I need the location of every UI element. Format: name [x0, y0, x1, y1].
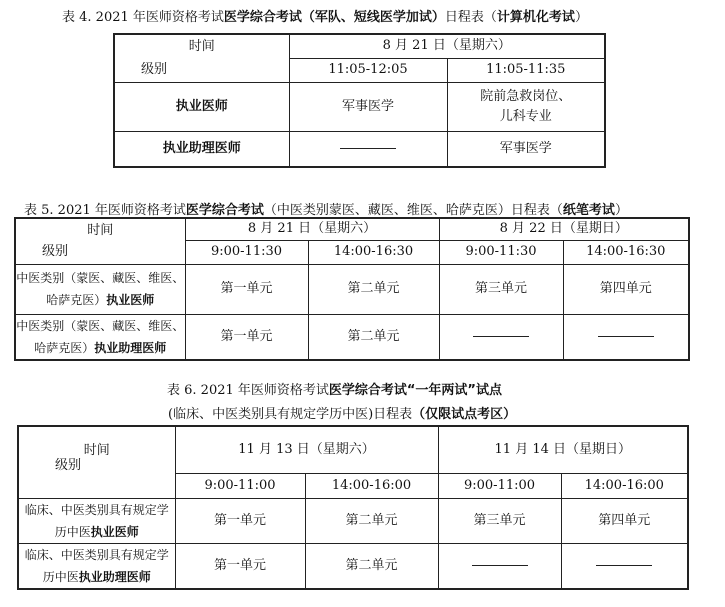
table6-time: 9:00-11:00: [438, 473, 561, 498]
table6-cell: 第三单元: [438, 498, 561, 543]
corner-level-label: 级别: [55, 457, 82, 473]
table5-cell-empty: [563, 314, 689, 360]
table5-title-prefix: 表 5. 2021 年医师资格考试: [24, 203, 186, 218]
row-label-text: 哈萨克医）: [46, 293, 107, 307]
table6-cell-empty: [561, 543, 688, 589]
table5-corner: [15, 218, 185, 264]
dash-mark: [596, 565, 652, 566]
table4-corner: [114, 34, 289, 82]
table5-time: 14:00-16:30: [563, 240, 689, 264]
table6-cell: 第一单元: [175, 498, 305, 543]
table6-title-line2: [168, 403, 516, 422]
table4-cell: 院前急救岗位、 儿科专业: [447, 82, 605, 131]
table5-date: 8 月 21 日（星期六）: [185, 218, 439, 240]
table5-cell: 第二单元: [308, 314, 439, 360]
corner-time-label: 时间: [83, 443, 110, 458]
table4-time: 11:05-11:35: [447, 58, 605, 82]
table4-title-bold: 医学综合考试（军队、短线医学加试）: [223, 10, 445, 25]
table6-title-line1: [167, 379, 502, 398]
table5-row-label: [15, 314, 185, 360]
table4-title-mid: 日程表（: [444, 10, 497, 25]
table5-title-end: ）: [614, 203, 628, 218]
corner-time-label: 时间: [87, 223, 114, 238]
row-label-text: 历中医: [42, 569, 79, 584]
table5-cell: 第一单元: [185, 264, 308, 314]
table4-title-prefix: 表 4. 2021 年医师资格考试: [62, 10, 224, 25]
dash-mark: [473, 336, 529, 337]
dash-mark: [340, 148, 396, 149]
table5-cell: 第二单元: [308, 264, 439, 314]
table4-cell: 军事医学: [289, 82, 447, 131]
table4-cell-empty: [289, 131, 447, 167]
table5-title-mode: 纸笔考试: [562, 203, 615, 218]
table6-time: 14:00-16:00: [305, 473, 438, 498]
table5: [14, 217, 690, 361]
table5-time: 14:00-16:30: [308, 240, 439, 264]
table6-row-label: [18, 543, 175, 589]
table5-time: 9:00-11:30: [439, 240, 563, 264]
table4-cell: 军事医学: [447, 131, 605, 167]
table6: [17, 425, 689, 590]
row-label-text: 临床、中医类别具有规定学: [24, 502, 169, 517]
table4: [113, 33, 606, 168]
row-label-level: 执业助理医师: [94, 340, 167, 355]
table4-title-end: ）: [574, 10, 588, 25]
table6-corner: [18, 426, 175, 498]
table6-title-prefix: 表 6. 2021 年医师资格考试: [167, 383, 329, 398]
corner-time-label: 时间: [188, 39, 215, 54]
row-label-text: 临床、中医类别具有规定学: [24, 547, 169, 562]
table4-date: 8 月 21 日（星期六）: [289, 34, 605, 58]
table5-cell: 第四单元: [563, 264, 689, 314]
table5-row-label: [15, 264, 185, 314]
table6-title-bold: 医学综合考试“一年两试”试点: [328, 383, 502, 398]
table6-date: 11 月 14 日（星期日）: [438, 426, 688, 473]
table5-title-bold: 医学综合考试: [185, 203, 264, 218]
table5-time: 9:00-11:30: [185, 240, 308, 264]
dash-mark: [472, 565, 528, 566]
table4-title-mode: 计算机化考试: [496, 10, 575, 25]
table5-title-mid: （中医类别蒙医、藏医、维医、哈萨克医）日程表（: [263, 203, 563, 218]
table4-time: 11:05-12:05: [289, 58, 447, 82]
table4-title: [62, 6, 588, 25]
row-label-text: 历中医: [54, 524, 91, 539]
table4-row-label: 执业医师: [114, 82, 289, 131]
table6-row-label: [18, 498, 175, 543]
table5-cell: 第一单元: [185, 314, 308, 360]
table6-time: 9:00-11:00: [175, 473, 305, 498]
row-label-level: 执业助理医师: [78, 569, 151, 584]
table6-title-scope: （仅限试点考区）: [412, 407, 517, 422]
dash-mark: [598, 336, 654, 337]
row-label-text: 中医类别（蒙医、藏医、维医、: [16, 318, 185, 333]
table6-date: 11 月 13 日（星期六）: [175, 426, 438, 473]
table5-cell-empty: [439, 314, 563, 360]
table6-title-subtitle: (临床、中医类别具有规定学历中医)日程表: [168, 407, 413, 422]
table5-cell: 第三单元: [439, 264, 563, 314]
table4-row-label: 执业助理医师: [114, 131, 289, 167]
table6-cell: 第一单元: [175, 543, 305, 589]
corner-level-label: 级别: [141, 61, 168, 77]
row-label-level: 执业医师: [90, 524, 139, 539]
row-label-level: 执业医师: [106, 293, 155, 307]
row-label-text: 哈萨克医）: [34, 340, 95, 355]
corner-level-label: 级别: [42, 243, 69, 259]
table6-time: 14:00-16:00: [561, 473, 688, 498]
table5-date: 8 月 22 日（星期日）: [439, 218, 689, 240]
table6-cell: 第二单元: [305, 498, 438, 543]
table6-cell: 第二单元: [305, 543, 438, 589]
row-label-text: 中医类别（蒙医、藏医、维医、: [16, 271, 185, 285]
table6-cell: 第四单元: [561, 498, 688, 543]
table6-cell-empty: [438, 543, 561, 589]
table5-title: [24, 199, 628, 218]
